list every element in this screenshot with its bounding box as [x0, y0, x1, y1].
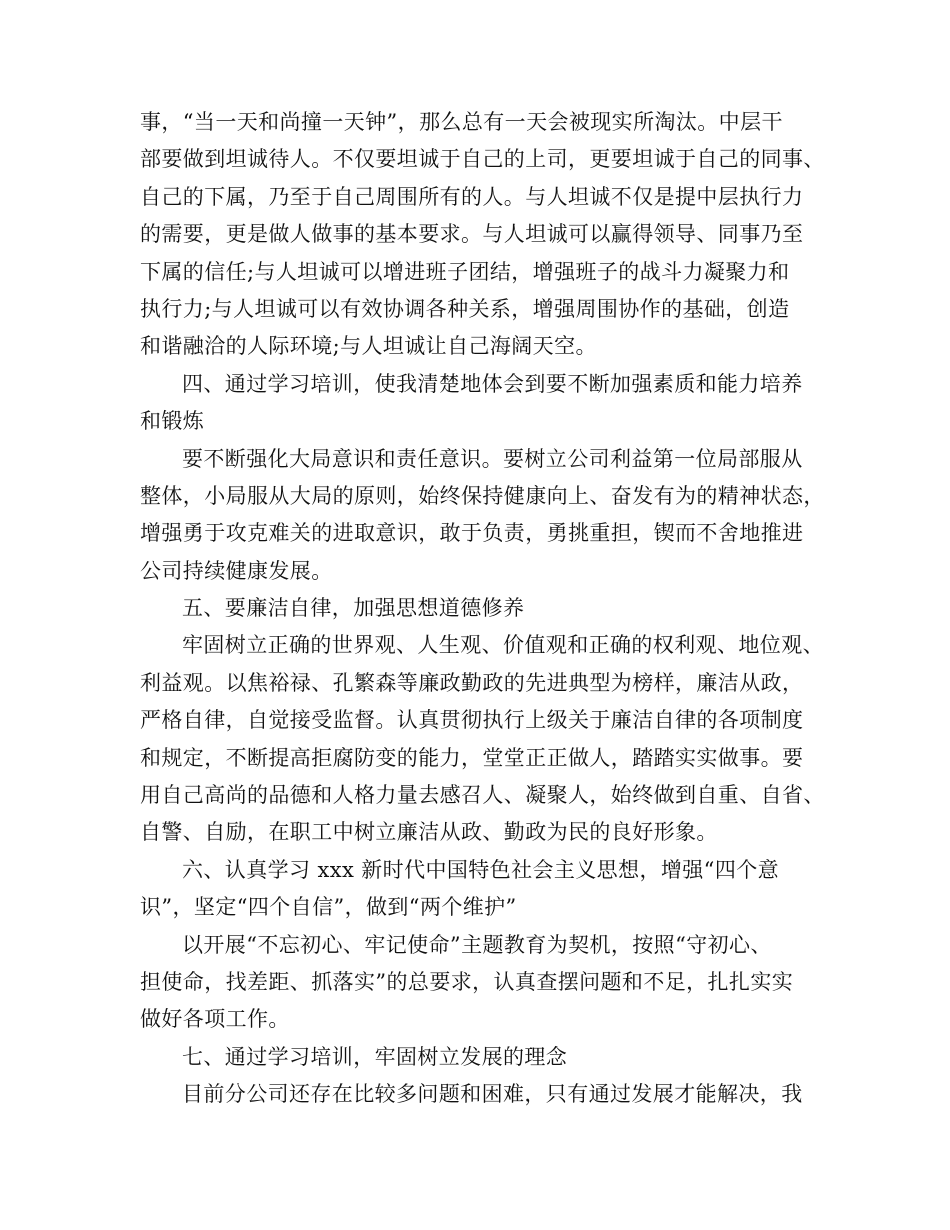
text-line: 执行力;与人坦诚可以有效协调各种关系，增强周围协作的基础，创造 — [140, 296, 790, 321]
text-line: 下属的信任;与人坦诚可以增进班子团结，增强班子的战斗力凝聚力和 — [140, 259, 790, 284]
text-line: 用自己高尚的品德和人格力量去感召人、凝聚人，始终做到自重、自省、 — [140, 783, 825, 808]
text-line: 以开展“不忘初心、牢记使命”主题教育为契机，按照“守初心、 — [182, 932, 772, 957]
section-heading: 七、通过学习培训，牢固树立发展的理念 — [182, 1044, 568, 1069]
section-heading: 六、认真学习 xxx 新时代中国特色社会主义思想，增强“四个意 — [182, 857, 780, 882]
text-line: 牢固树立正确的世界观、人生观、价值观和正确的权利观、地位观、 — [182, 633, 824, 658]
text-line: 和谐融洽的人际环境;与人坦诚让自己海阔天空。 — [140, 334, 597, 359]
text-line: 公司持续健康发展。 — [140, 558, 333, 583]
text-line: 和规定，不断提高拒腐防变的能力，堂堂正正做人，踏踏实实做事。要 — [140, 745, 804, 770]
text-line: 目前分公司还存在比较多问题和困难，只有通过发展才能解决，我 — [182, 1082, 803, 1107]
text-line: 自警、自励，在职工中树立廉洁从政、勤政为民的良好形象。 — [140, 820, 718, 845]
section-heading-cont: 识”，坚定“四个自信”，做到“两个维护” — [140, 895, 517, 920]
text-line: 事，“当一天和尚撞一天钟”，那么总有一天会被现实所淘汰。中层干 — [140, 110, 783, 134]
text-line: 利益观。以焦裕禄、孔繁森等廉政勤政的先进典型为榜样，廉洁从政， — [140, 670, 804, 695]
text-line: 整体，小局服从大局的原则，始终保持健康向上、奋发有为的精神状态， — [140, 483, 825, 508]
section-heading: 四、通过学习培训，使我清楚地体会到要不断加强素质和能力培养 — [182, 371, 803, 396]
text-line: 自己的下属，乃至于自己周围所有的人。与人坦诚不仅是提中层执行力 — [140, 184, 804, 209]
document-body — [140, 104, 825, 1114]
text-line: 增强勇于攻克难关的进取意识，敢于负责，勇挑重担，锲而不舍地推进 — [140, 521, 804, 546]
text-line: 担使命，找差距、抓落实”的总要求，认真查摆问题和不足，扎扎实实 — [140, 969, 794, 994]
text-line: 严格自律，自觉接受监督。认真贯彻执行上级关于廉洁自律的各项制度 — [140, 708, 804, 733]
text-line: 要不断强化大局意识和责任意识。要树立公司利益第一位局部服从 — [182, 446, 803, 471]
text-line: 的需要，更是做人做事的基本要求。与人坦诚可以赢得领导、同事乃至 — [140, 222, 804, 247]
section-heading: 五、要廉洁自律，加强思想道德修养 — [182, 596, 525, 621]
section-heading-cont: 和锻炼 — [140, 409, 205, 434]
text-line: 部要做到坦诚待人。不仅要坦诚于自己的上司，更要坦诚于自己的同事、 — [140, 147, 825, 172]
text-line: 做好各项工作。 — [140, 1007, 290, 1032]
